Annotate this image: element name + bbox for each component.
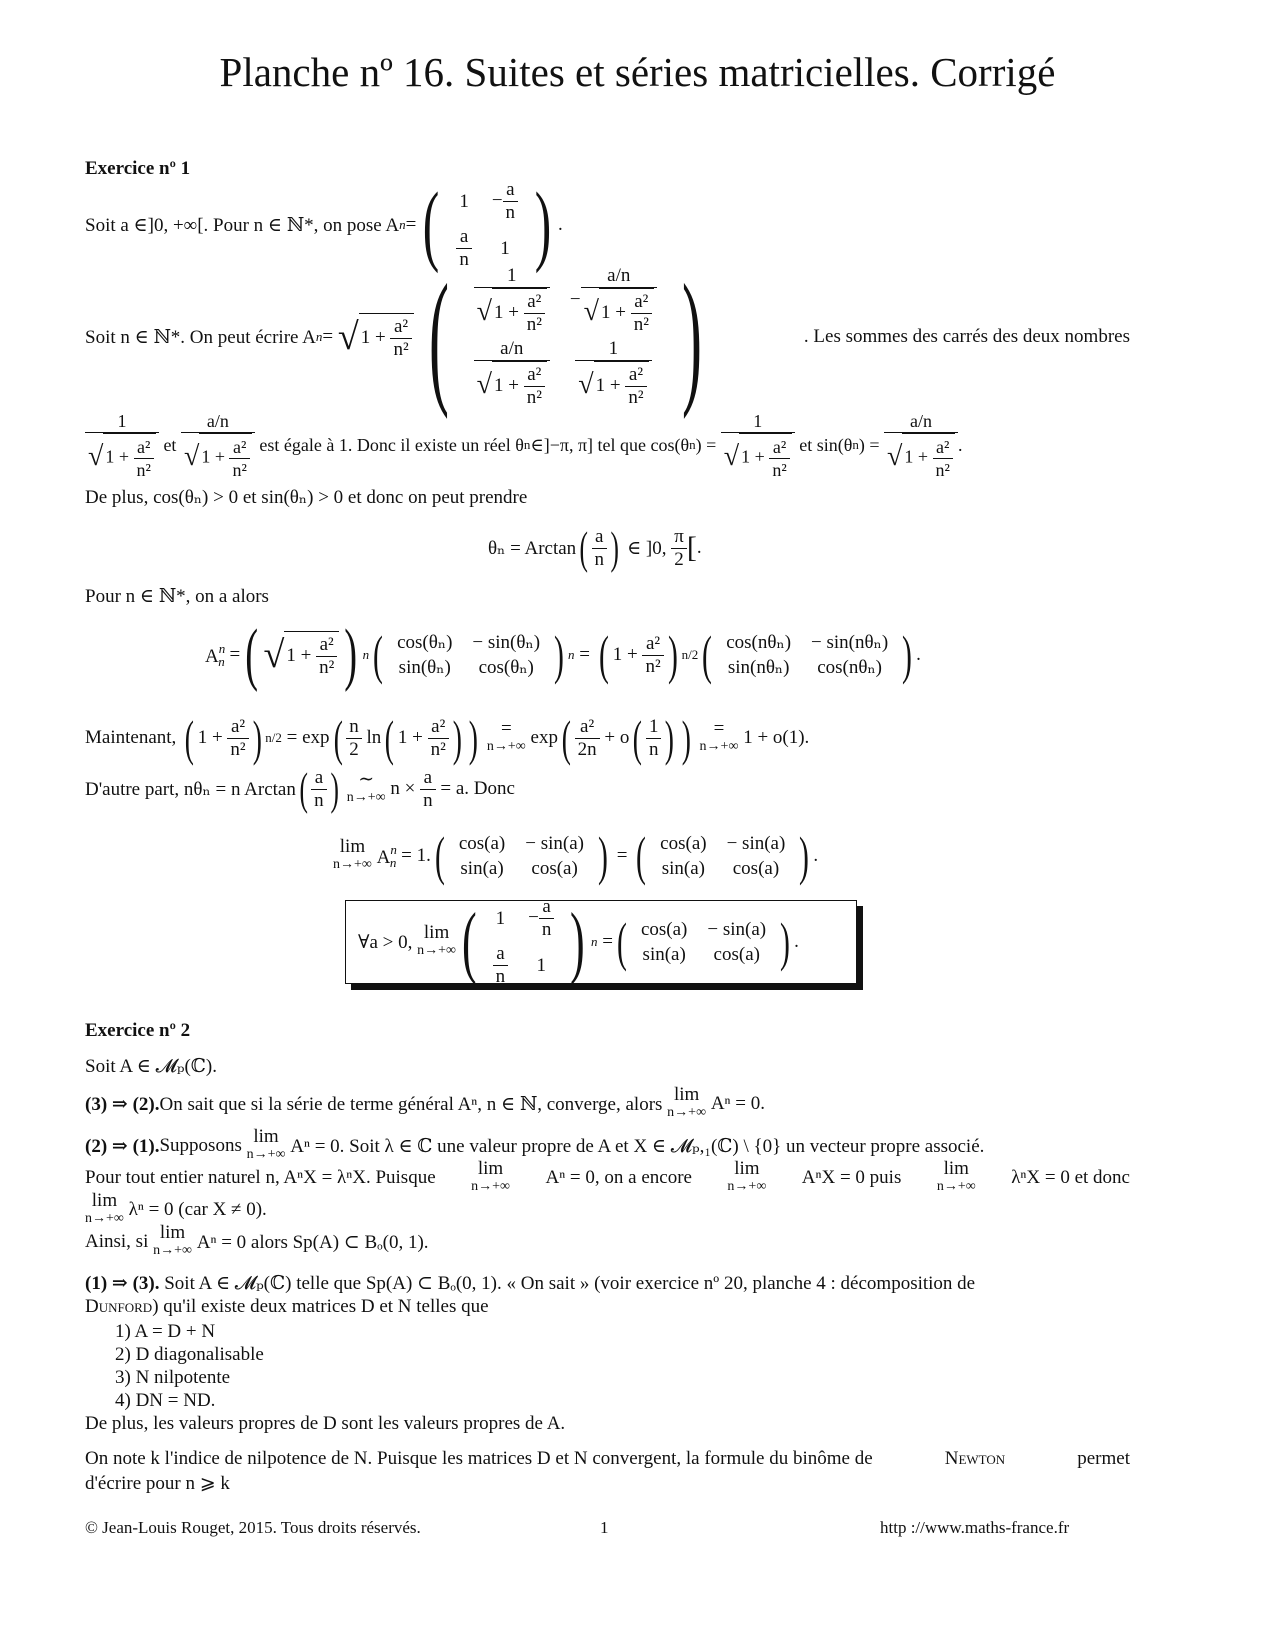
text: n xyxy=(399,217,406,232)
ex2-p1: (3) ⇒ (2). On sait que si la série de terme général Aⁿ, n ∈ ℕ, converge, alors lim n→+∞ Aⁿ = 0. xyxy=(85,1084,765,1120)
text: Soit a ∈]0, +∞[. Pour n ∈ ℕ*, on pose A xyxy=(85,214,400,236)
ex2-p5: Ainsi, si lim n→+∞ Aⁿ = 0 alors Sp(A) ⊂ Bₒ(0, 1). xyxy=(85,1222,429,1258)
footer-url[interactable]: http ://www.maths-france.fr xyxy=(880,1518,1070,1537)
ex1-line-1 xyxy=(85,175,563,274)
ex1-line-3: 1 √ 1 + $\frac{\text{a²}}{\text{n²}}$ et a/n √ 1 + $\frac{\text{a²}}{\text{n²}}$ est égale à 1. Donc il existe un réel θ n ∈]−π, π] tel que cos(θ n ) = 1 √ 1 + $\frac{\text{a²}}{\text{n²}}$ et sin(θ n ) = a/n √ 1 + $\frac{\text{a²}}{\text{n²}}$ . xyxy=(85,405,1130,485)
paren: ( xyxy=(428,254,449,420)
text: et xyxy=(163,434,177,455)
paren: ) xyxy=(534,175,552,274)
ex2-p2: (2) ⇒ (1). Supposons lim n→+∞ Aⁿ = 0. Soit λ ∈ ℂ une valeur propre de A et X ∈ 𝓜ₚ,₁(ℂ) \ {0} un vecteur propre associé. xyxy=(85,1126,985,1162)
theta-definition: θₙ = Arctan ( $\frac{a}{n}$ ) ∈ ]0, $\frac{\pi}{2}$ [ . xyxy=(488,522,702,573)
footer-page-number: 1 xyxy=(600,1518,609,1537)
ex2-p0: Soit A ∈ 𝓜ₚ(ℂ). xyxy=(85,1056,217,1077)
text: 1 xyxy=(459,191,469,212)
list-item: 2) D diagonalisable xyxy=(115,1344,264,1365)
footer-copyright: © Jean-Louis Rouget, 2015. Tous droits réservés. xyxy=(85,1518,421,1537)
text: . xyxy=(558,214,563,235)
sqrt: √ 1 + $\frac{\text{a²}}{\text{n²}}$ xyxy=(338,313,414,361)
ex1-line-2 xyxy=(85,254,1130,420)
ex2-p4: lim n→+∞ λⁿ = 0 (car X ≠ 0). xyxy=(85,1190,267,1226)
ex1-line-4: De plus, cos(θₙ) > 0 et sin(θₙ) > 0 et donc on peut prendre xyxy=(85,487,528,508)
text: − xyxy=(491,189,503,211)
text: = xyxy=(322,326,334,347)
ex2-p9: On note k l'indice de nilpotence de N. Puisque les matrices D et N convergent, la formule du binôme de Newton permet xyxy=(85,1448,1130,1469)
maintenant-line: Maintenant, ( 1 + $\frac{\text{a²}}{\text{n²}}$ ) n/2 = exp ( $\frac{n}{2}$ ln ( 1 + $\frac{\text{a²}}{\text{n²}}$ ) ) = n→+∞ exp ( $\frac{\text{a²}}{2n}$ + o ( $\frac{1}{n}$ ) ) = n→+∞ 1 + o(1). xyxy=(85,710,810,766)
text: Soit n ∈ ℕ*. On peut écrire A xyxy=(85,326,316,348)
text: . Les sommes des carrés des deux nombres xyxy=(803,326,1130,347)
list-item: 3) N nilpotente xyxy=(115,1367,231,1388)
limit-line: lim n→+∞ $A^n_n$ = 1. ( cos(a) − sin(a) sin(a) cos(a) ) = ( cos(a) − sin(a) sin(a) cos(a) ) . xyxy=(333,826,819,886)
ex1-line-5: Pour n ∈ ℕ*, on a alors xyxy=(85,586,269,607)
text: est égale à 1. Donc il existe un réel θ xyxy=(259,434,524,455)
power-equation: $A^n_n$ = ( √ 1 + $\frac{\text{a²}}{\text{n²}}$ ) n ( cos(θₙ) − sin(θₙ) sin(θₙ) cos(θₙ) ) n = ( 1 + $\frac{\text{a²}}{\text{n²}}$ ) n/2 ( cos(nθₙ) − sin(nθₙ) sin(nθₙ) cos(nθₙ) ) . xyxy=(205,616,921,693)
paren: ( xyxy=(423,175,440,274)
list-item: 1) A = D + N xyxy=(115,1321,216,1342)
ex2-p10: d'écrire pour n ⩾ k xyxy=(85,1473,230,1494)
fraction: $\frac{a}{n}$ xyxy=(456,226,472,271)
matrix-normalized: 1 √ 1 + $\frac{\text{a²}}{\text{n²}}$ − a/n √ 1 + $\frac{\text{a²}}{\text{n²}}$ a/n √ 1 + $\frac{\text{a²}}{\text{n²}}$ 1 √ 1 + $\frac{\text{a²}}{\text{n²}}$ xyxy=(464,264,667,410)
page-title: Planche nº 16. Suites et séries matricielles. Corrigé xyxy=(219,49,1056,95)
list-item: 4) DN = ND. xyxy=(115,1390,216,1411)
paren: ) xyxy=(681,254,702,420)
ex2-p7: Dunford) qu'il existe deux matrices D et N telles que xyxy=(85,1296,489,1317)
text: n xyxy=(315,329,323,344)
boxed-result: ∀a > 0, lim n→+∞ ( 1 − $\frac{a}{n}$ $\frac{a}{n}$ 1 ) n = ( cos(a) − sin(a) sin(a) cos(a) ) . xyxy=(345,900,857,984)
text: 1 xyxy=(500,238,510,259)
ex2-p3: Pour tout entier naturel n, AⁿX = λⁿX. Puisque lim n→+∞ Aⁿ = 0, on a encore lim n→+∞ AⁿX = 0 puis lim n→+∞ λⁿX = 0 et donc xyxy=(85,1158,1130,1194)
ex2-p8: De plus, les valeurs propres de D sont les valeurs propres de A. xyxy=(85,1413,566,1434)
exercise-2-heading: Exercice nº 2 xyxy=(85,1020,191,1041)
autre-part-line: D'autre part, nθₙ = n Arctan ( $\frac{a}{n}$ ) ∼ n→+∞ n × $\frac{a}{n}$ = a. Donc xyxy=(85,763,515,814)
matrix-an xyxy=(446,178,528,272)
text: = xyxy=(405,214,417,235)
fraction: $\frac{a}{n}$ xyxy=(503,179,519,224)
ex2-list xyxy=(115,1320,264,1412)
ex2-p6: (1) ⇒ (3). Soit A ∈ 𝓜ₚ(ℂ) telle que Sp(A) ⊂ Bₒ(0, 1). « On sait » (voir exercice nº 20, planche 4 : décomposition de xyxy=(85,1273,976,1294)
exercise-1-heading: Exercice nº 1 xyxy=(85,158,191,179)
